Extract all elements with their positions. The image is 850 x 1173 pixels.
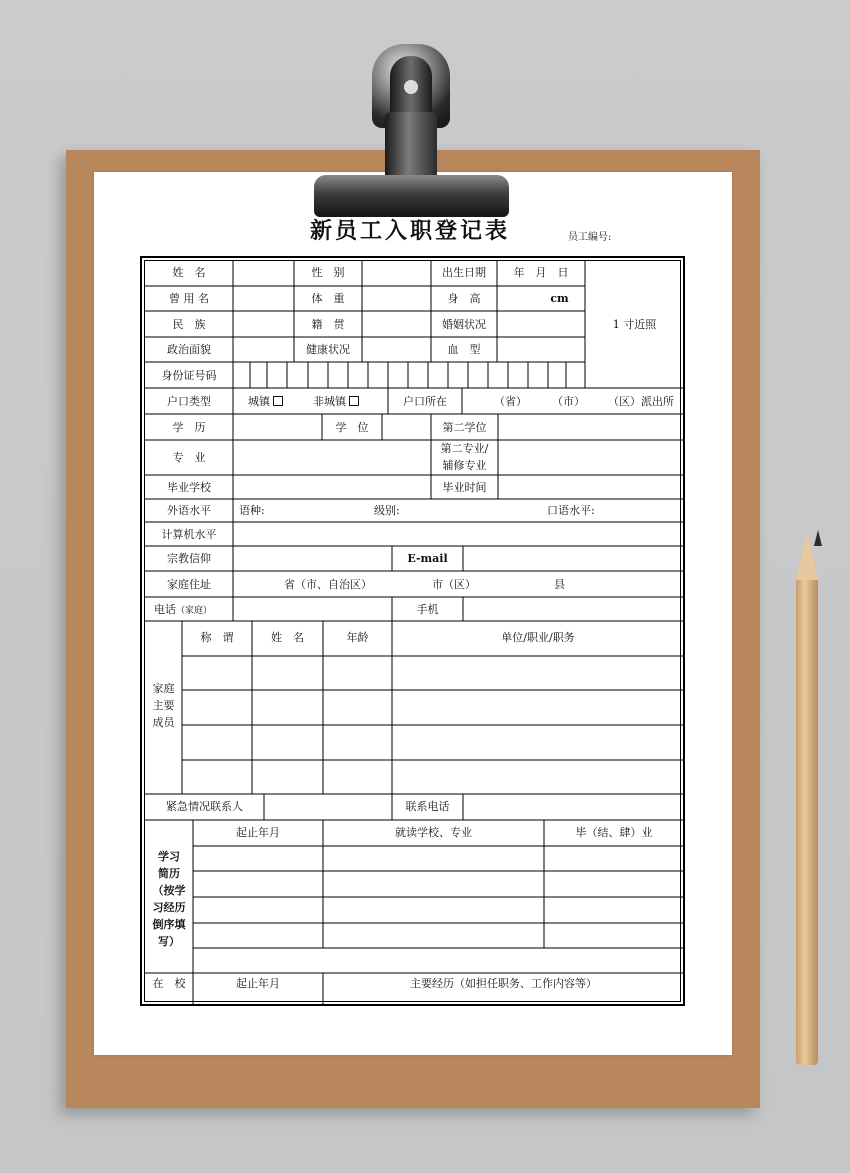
form-title: 新员工入职登记表: [309, 218, 510, 244]
label-graduate-time: 毕业时间: [442, 481, 487, 494]
binder-clip-hole: [404, 80, 418, 94]
label-home-phone: 电话（家庭）: [154, 603, 213, 616]
study-col-school: 就读学校、专业: [395, 826, 472, 839]
hukou-province: （省）: [494, 395, 527, 408]
label-second-major-line1: 第二专业/: [440, 442, 489, 455]
label-graduate-school: 毕业学校: [167, 481, 211, 494]
label-hukou-type: 户口类型: [167, 395, 211, 408]
label-marital-status: 婚姻状况: [442, 318, 486, 331]
study-section-label-1: 学习: [158, 850, 180, 863]
label-campus: 在 校: [152, 977, 186, 990]
height-unit: cm: [550, 292, 569, 305]
campus-col-period: 起止年月: [236, 977, 280, 990]
registration-form: [140, 256, 685, 1006]
binder-clip-base: [314, 175, 509, 217]
family-col-age: 年龄: [346, 631, 369, 644]
photo-placeholder: 1 寸近照: [612, 318, 657, 331]
label-id-number: 身份证号码: [161, 369, 217, 382]
study-section-label-4: 习经历: [152, 901, 186, 914]
label-health: 健康状况: [306, 343, 350, 356]
address-county: 县: [554, 578, 565, 591]
study-col-graduation: 毕（结、肆）业: [575, 826, 653, 839]
label-political-status: 政治面貌: [167, 343, 211, 356]
address-city: 市（区）: [432, 578, 476, 591]
label-blood-type: 血 型: [447, 343, 481, 356]
label-gender: 性 别: [311, 266, 345, 279]
address-province: 省（市、自治区）: [284, 578, 372, 591]
label-home-address: 家庭住址: [167, 578, 211, 591]
option-rural: 非城镇: [313, 395, 359, 408]
family-col-name: 姓 名: [271, 631, 304, 644]
label-level: 级别:: [374, 504, 400, 517]
option-urban: 城镇: [248, 395, 283, 408]
label-second-degree: 第二学位: [442, 421, 487, 434]
pencil-icon: [796, 530, 818, 1065]
study-section-label-5: 倒序填: [152, 918, 186, 931]
label-weight: 体 重: [311, 292, 345, 305]
label-height: 身 高: [447, 292, 481, 305]
label-major: 专 业: [172, 451, 206, 464]
study-section-label-3: （按学: [152, 884, 186, 897]
hukou-city: （市）: [552, 395, 585, 408]
label-religion: 宗教信仰: [167, 552, 211, 565]
family-section-label-3: 成员: [152, 716, 175, 729]
campus-col-experience: 主要经历（如担任职务、工作内容等）: [410, 977, 597, 990]
label-oral-level: 口语水平:: [547, 504, 595, 517]
family-section-label-2: 主要: [152, 699, 175, 712]
label-email: E-mail: [407, 552, 448, 565]
rural-checkbox[interactable]: [349, 396, 359, 406]
study-section-label-6: 写）: [158, 935, 180, 948]
label-native-place: 籍 贯: [311, 318, 345, 331]
study-section-label-2: 简历: [158, 867, 180, 880]
urban-checkbox[interactable]: [273, 396, 283, 406]
label-computer-level: 计算机水平: [161, 528, 217, 541]
label-birth-date: 出生日期: [442, 266, 486, 279]
label-foreign-language: 外语水平: [167, 504, 211, 517]
study-col-period: 起止年月: [236, 826, 280, 839]
label-hukou-location: 户口所在: [403, 395, 447, 408]
label-emergency-contact: 紧急情况联系人: [166, 800, 243, 813]
label-second-major-line2: 辅修专业: [442, 459, 487, 472]
employee-number-label: 员工编号:: [568, 232, 612, 243]
binder-clip-body: [385, 112, 437, 182]
label-former-name: 曾 用 名: [169, 292, 209, 305]
birth-ymd-text: 年 月 日: [513, 266, 569, 279]
label-mobile: 手机: [416, 603, 439, 616]
family-col-employer: 单位/职业/职务: [501, 631, 575, 644]
family-section-label-1: 家庭: [152, 682, 175, 695]
family-col-relation: 称 谓: [200, 631, 234, 644]
label-language: 语种:: [239, 504, 265, 517]
label-degree: 学 位: [335, 421, 369, 434]
label-contact-phone: 联系电话: [405, 800, 450, 813]
label-name: 姓 名: [172, 266, 206, 279]
label-ethnicity: 民 族: [172, 318, 206, 331]
label-education: 学 历: [172, 421, 206, 434]
hukou-district-police: （区）派出所: [608, 395, 674, 408]
